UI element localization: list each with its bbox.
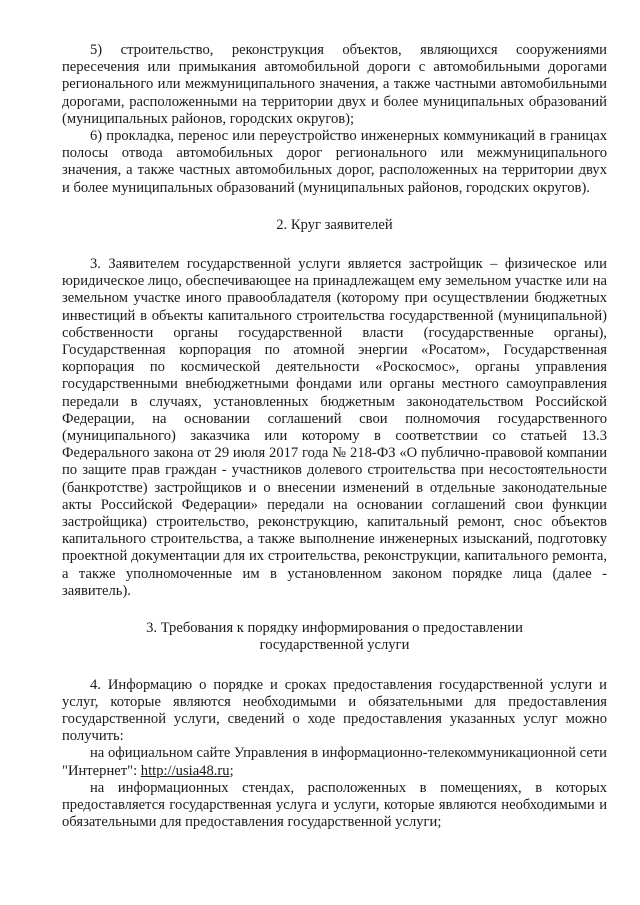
paragraph-website: [62, 745, 607, 779]
section-heading-line: 3. Требования к порядку информирования о предоставлении: [146, 620, 523, 637]
paragraph-info-stands: на информационных стендах, расположенных в помещениях, в которых предоставляется государственная услуга и услуги, которые являются необходимыми и обязательными для предоставления государственной услуги;: [62, 779, 607, 831]
website-text-end: ;: [229, 762, 234, 779]
website-link[interactable]: http://usia48.ru: [140, 762, 230, 779]
section-heading-information: [62, 620, 607, 654]
paragraph-item-3: 3. Заявителем государственной услуги является застройщик – физическое или юридическое лицо, обеспечивающее на принадлежащем ему земельном участке или на земельном участке иного правообладателя (которому при осуществлении бюджетных инвестиций в объекты капитального строительства государственной (муниципальной) собственности органы государственной власти (государственные органы), Государственная корпорация по атомной энергии «Росатом», Государственная корпорация по космической деятельности «Роскосмос», органы управления государственными внебюджетными фондами или органы местного самоуправления передали в случаях, установленных бюджетным законодательством Российской Федерации, на основании соглашений свои полномочия государственного (муниципального) заказчика или которому в соответствии со статьей 13.3 Федерального закона от 29 июля 2017 года № 218-ФЗ «О публично-правовой компании по защите прав граждан - участников долевого строительства при несостоятельности (банкротстве) застройщиков и о внесении изменений в отдельные законодательные акты Российской Федерации» передали на основании соглашений свои функции застройщика) строительство, реконструкцию, капитальный ремонт, снос объектов капитального строительства, а также выполнение инженерных изысканий, подготовку проектной документации для их строительства, реконструкции, капитального ремонта, а также уполномоченные им в установленном законом порядке лица (далее - заявитель).: [62, 256, 607, 599]
document-page: [62, 42, 607, 831]
section-heading-line: государственной услуги: [259, 637, 410, 654]
paragraph-item-4: 4. Информацию о порядке и сроках предоставления государственной услуги и услуг, которые являются необходимыми и обязательными для предоставления государственной услуги, сведений о ходе предоставления указанных услуг можно получить:: [62, 676, 607, 745]
paragraph-item-6: 6) прокладка, перенос или переустройство инженерных коммуникаций в границах полосы отвода автомобильных дорог регионального или межмуниципального значения, а также частных автомобильных дорог, расположенных на территории двух и более муниципальных образований (муниципальных районов, городских округов).: [62, 128, 607, 196]
website-text: на официальном сайте Управления в информационно-телекоммуникационной сети "Интернет":: [62, 745, 607, 779]
paragraph-item-5: 5) строительство, реконструкция объектов, являющихся сооружениями пересечения или примыкания автомобильной дороги с автомобильными дорогами регионального или межмуниципального значения, а также частными автомобильными дорогами, расположенными на территории двух и более муниципальных образований (муниципальных районов, городских округов);: [62, 42, 607, 127]
section-heading-applicants: 2. Круг заявителей: [276, 216, 393, 233]
